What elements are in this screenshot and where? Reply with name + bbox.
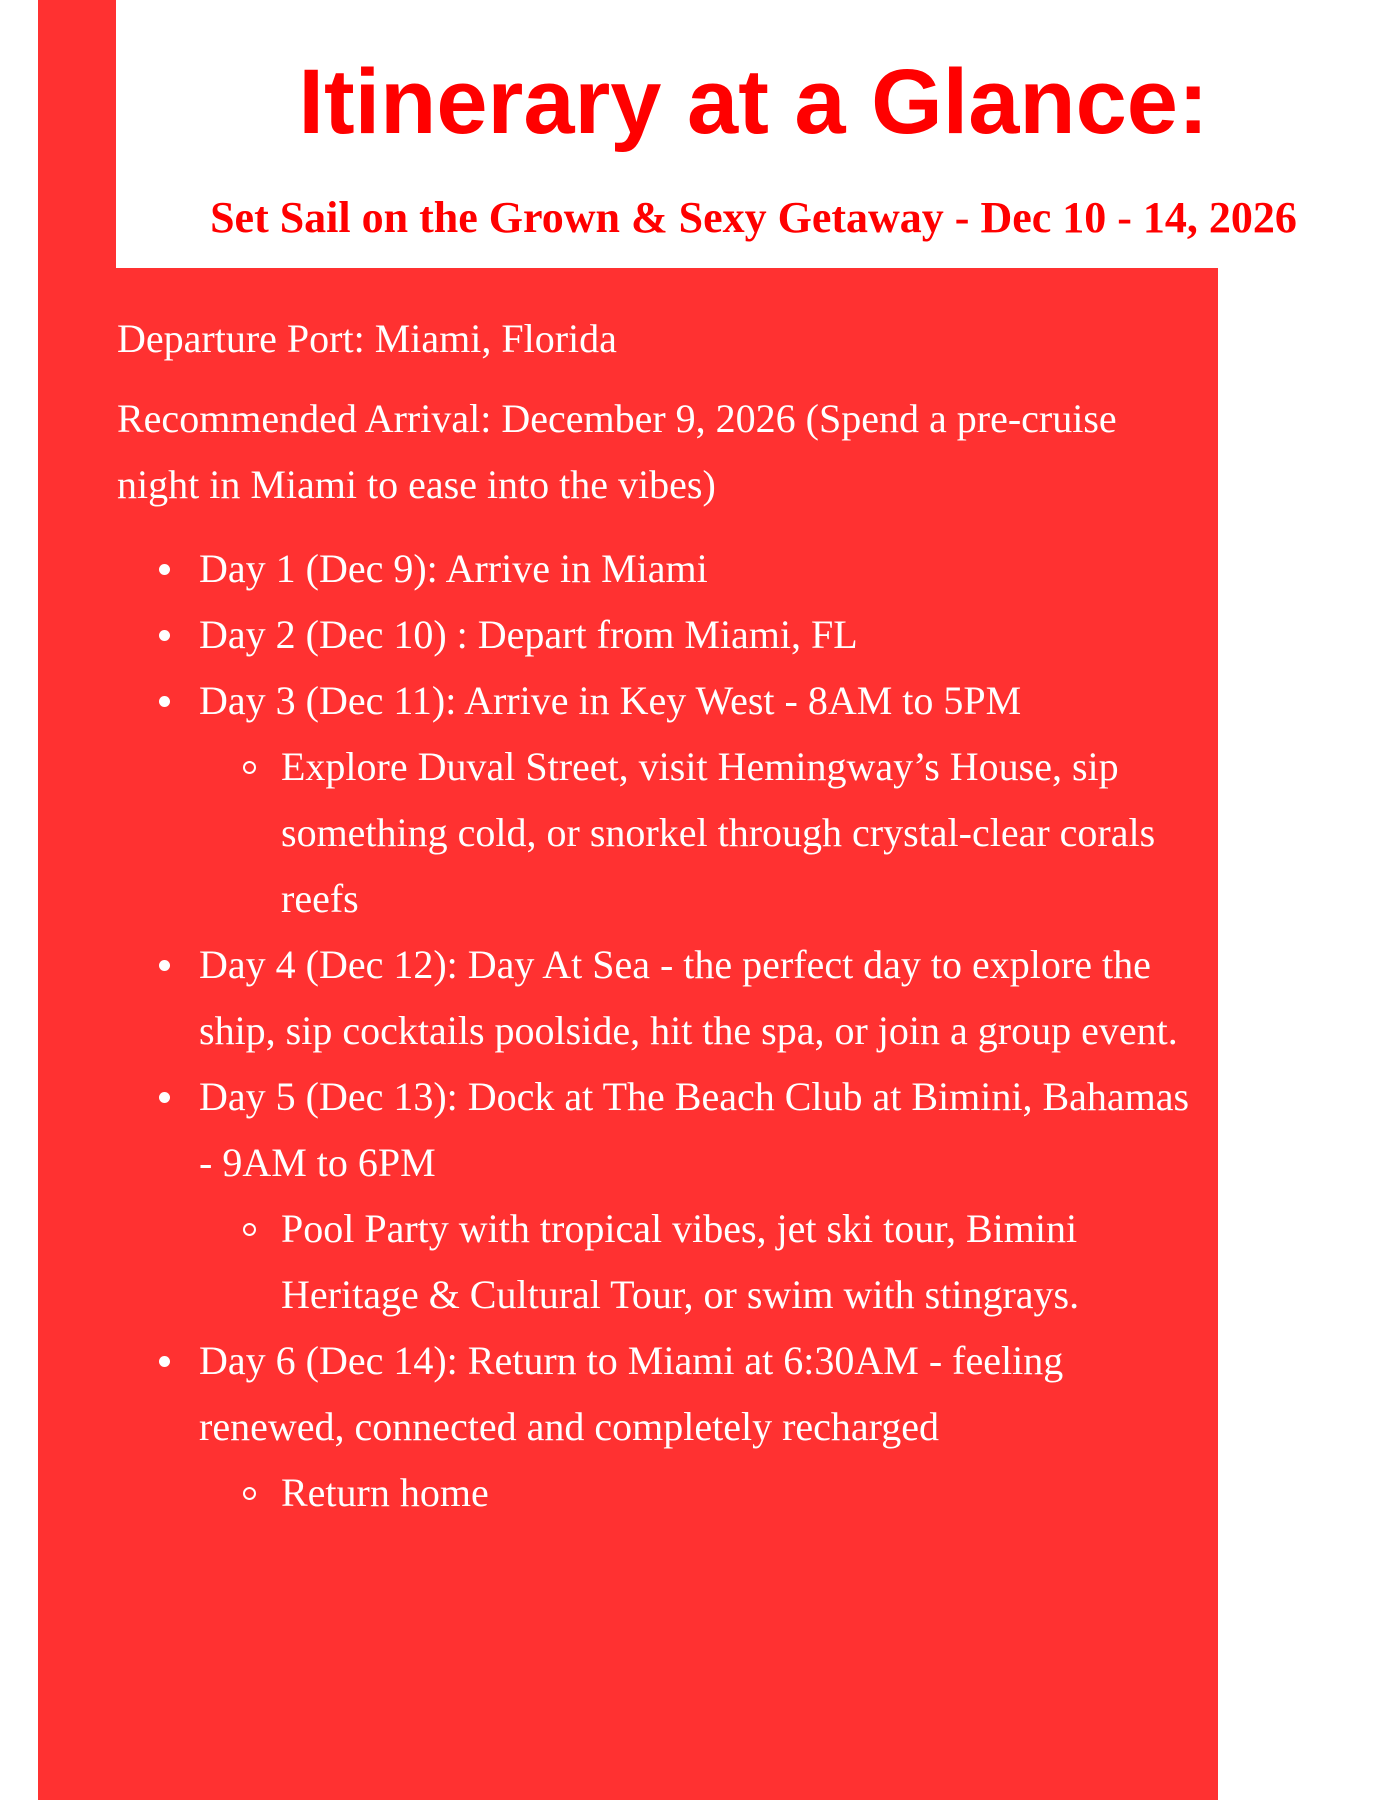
sub-list	[199, 734, 1197, 932]
sub-list	[199, 1196, 1197, 1328]
day-text: Day 4 (Dec 12): Day At Sea - the perfect day to explore the ship, sip cocktails poolside, hit the spa, or join a group event.	[199, 942, 1178, 1053]
departure-port: Departure Port: Miami, Florida	[117, 316, 617, 361]
page-subtitle: Set Sail on the Grown & Sexy Getaway - Dec 10 - 14, 2026	[210, 193, 1297, 242]
sub-list	[199, 1460, 1197, 1526]
page-title: Itinerary at a Glance:	[298, 51, 1209, 153]
day-item	[199, 668, 1197, 932]
sub-text: Explore Duval Street, visit Hemingway’s House, sip something cold, or snorkel through crystal-clear corals reefs	[281, 744, 1156, 921]
sub-item	[281, 1460, 1197, 1526]
day-list	[117, 536, 1197, 1526]
day-item	[199, 932, 1197, 1064]
itinerary-content	[117, 306, 1197, 1526]
day-item	[199, 1328, 1197, 1526]
sub-item	[281, 1196, 1197, 1328]
sub-text: Return home	[281, 1470, 489, 1515]
sub-text: Pool Party with tropical vibes, jet ski tour, Bimini Heritage & Cultural Tour, or swim with stingrays.	[281, 1206, 1080, 1317]
day-item	[199, 1064, 1197, 1328]
day-text: Day 2 (Dec 10) : Depart from Miami, FL	[199, 612, 858, 657]
day-text: Day 3 (Dec 11): Arrive in Key West - 8AM to 5PM	[199, 678, 1022, 723]
day-text: Day 6 (Dec 14): Return to Miami at 6:30AM - feeling renewed, connected and completely recharged	[199, 1338, 1064, 1449]
day-text: Day 1 (Dec 9): Arrive in Miami	[199, 546, 708, 591]
sub-item	[281, 734, 1197, 932]
recommended-arrival: Recommended Arrival: December 9, 2026 (Spend a pre-cruise night in Miami to ease into the vibes)	[117, 396, 1117, 507]
day-text: Day 5 (Dec 13): Dock at The Beach Club at Bimini, Bahamas - 9AM to 6PM	[199, 1074, 1190, 1185]
day-item	[199, 602, 1197, 668]
day-item	[199, 536, 1197, 602]
